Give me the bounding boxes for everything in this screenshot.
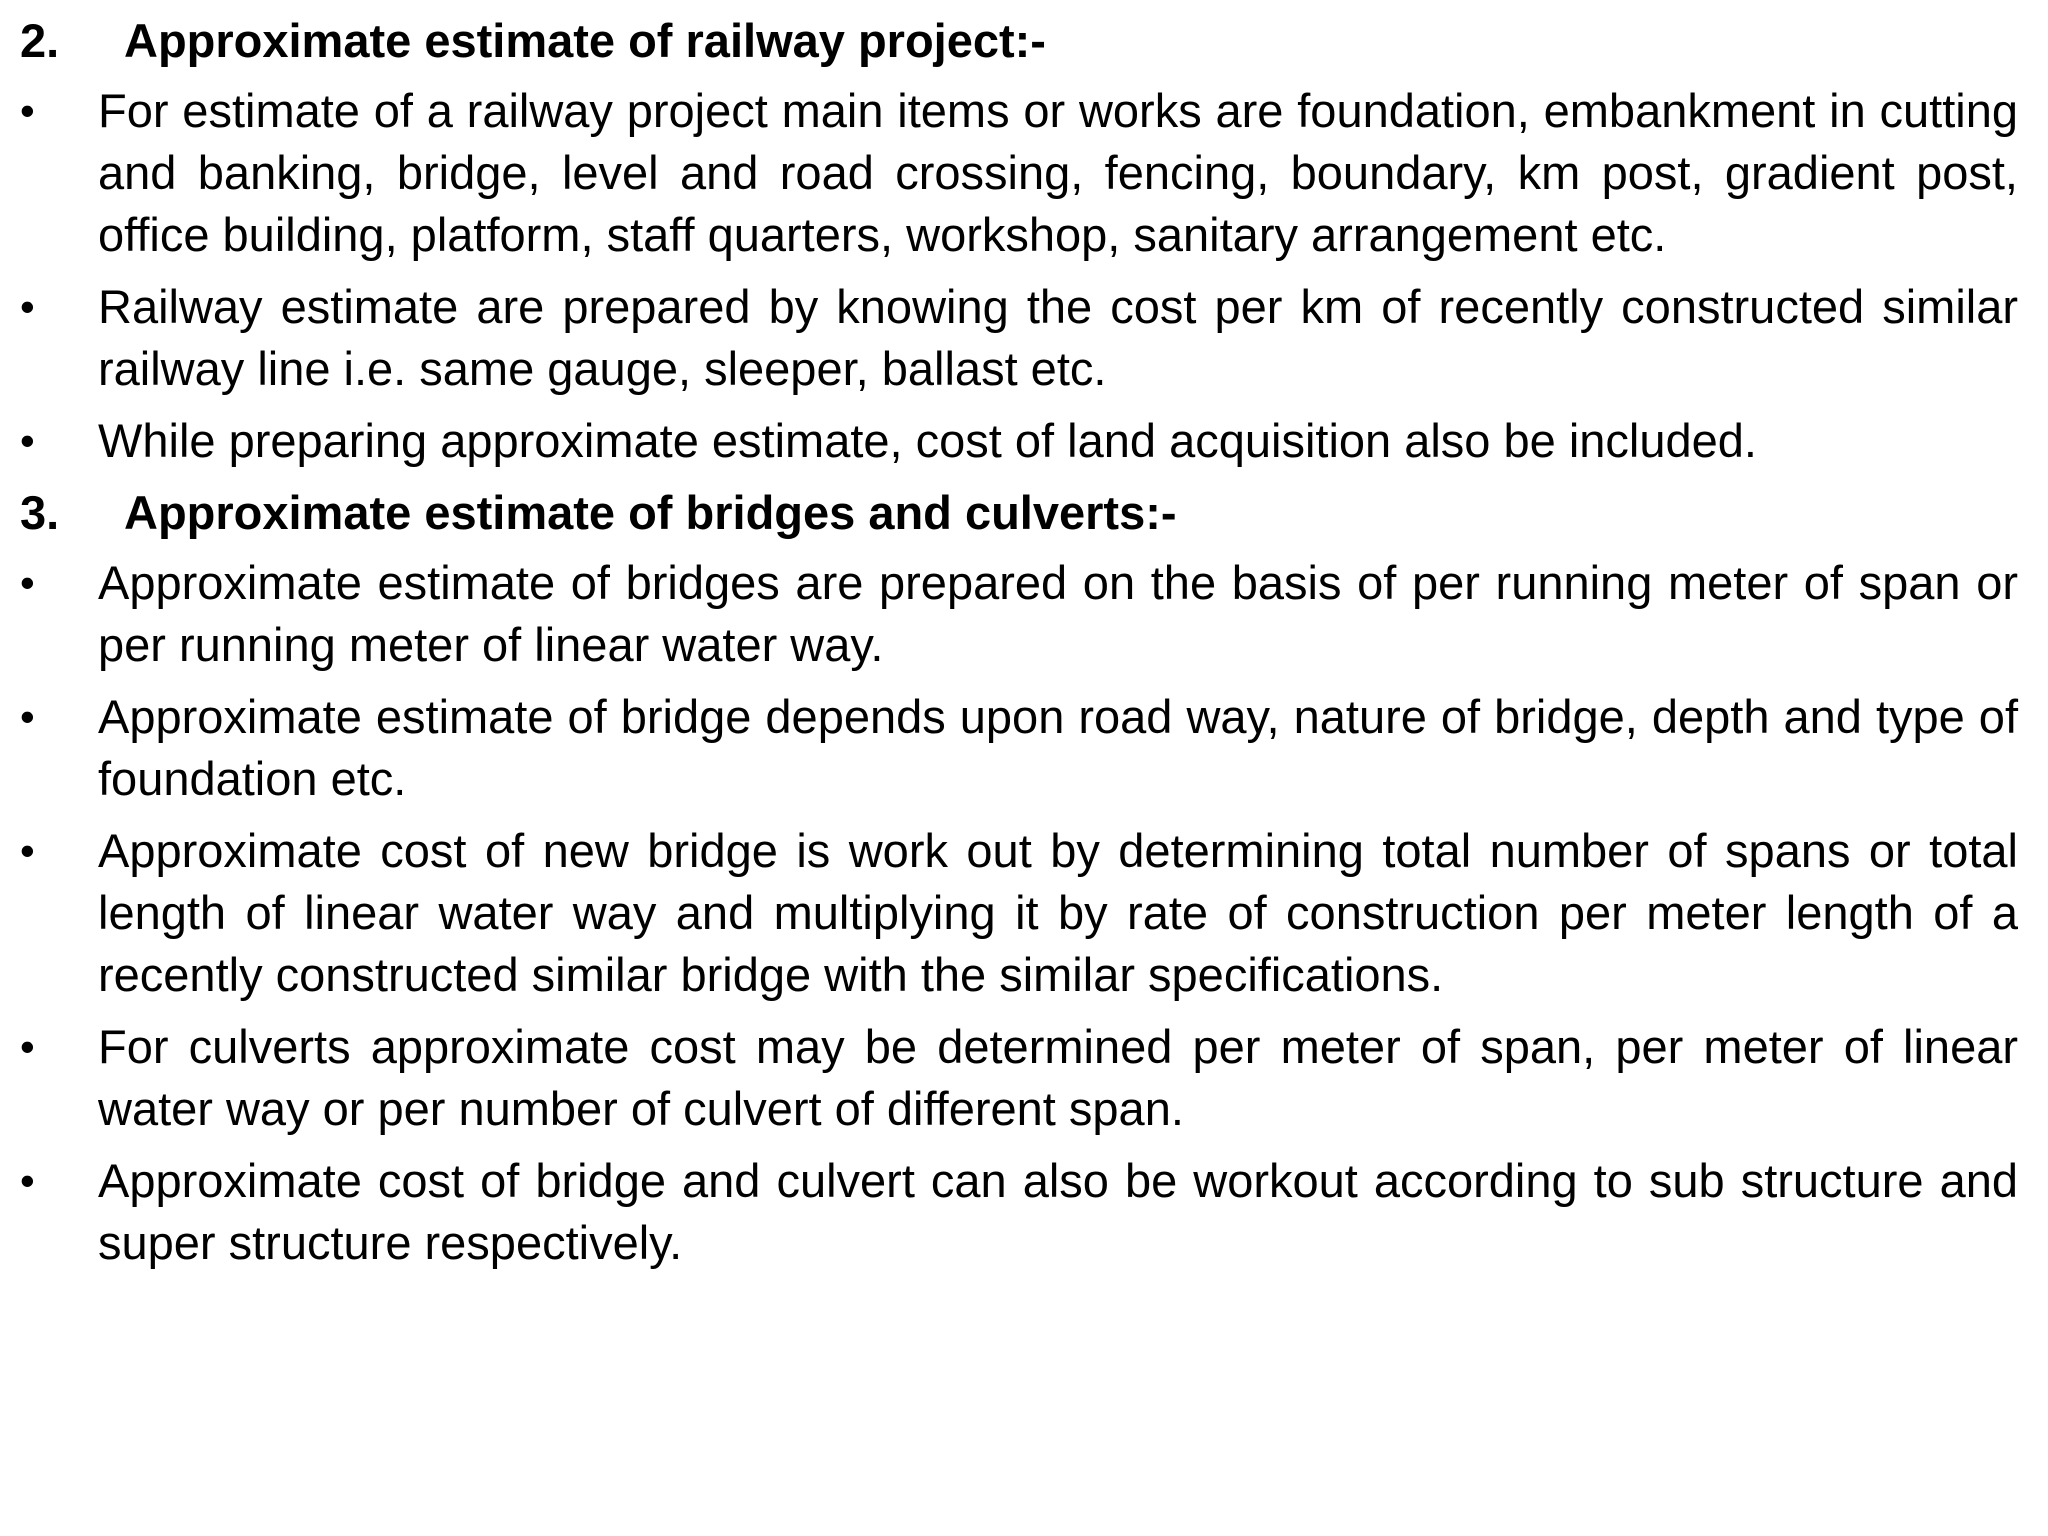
bullet-item bbox=[20, 80, 2028, 266]
bullet-text: Approximate cost of bridge and culvert can also be workout according to sub structure and super structure respectively. bbox=[98, 1154, 2018, 1269]
section-heading-bridges bbox=[20, 482, 2028, 544]
bullet-item bbox=[20, 276, 2028, 400]
bullet-icon: • bbox=[20, 559, 35, 606]
bullet-item bbox=[20, 1150, 2028, 1274]
bullet-icon: • bbox=[20, 417, 35, 464]
bullet-item bbox=[20, 1016, 2028, 1140]
bullet-item bbox=[20, 552, 2028, 676]
bullet-icon: • bbox=[20, 283, 35, 330]
bullet-text: Approximate cost of new bridge is work out by determining total number of spans or total length of linear water way and multiplying it by rate of construction per meter length of a recently constructed similar bridge with the similar specifications. bbox=[98, 824, 2018, 1001]
bullet-item bbox=[20, 820, 2028, 1006]
bullet-text: While preparing approximate estimate, cost of land acquisition also be included. bbox=[98, 414, 1757, 467]
section-number: 2. bbox=[20, 14, 60, 67]
bullet-icon: • bbox=[20, 87, 35, 134]
bullet-item bbox=[20, 686, 2028, 810]
bullet-text: Approximate estimate of bridge depends upon road way, nature of bridge, depth and type of foundation etc. bbox=[98, 690, 2018, 805]
bullet-icon: • bbox=[20, 827, 35, 874]
bullet-text: Railway estimate are prepared by knowing the cost per km of recently constructed similar railway line i.e. same gauge, sleeper, ballast etc. bbox=[98, 280, 2018, 395]
bullet-item bbox=[20, 410, 2028, 472]
bullet-icon: • bbox=[20, 1157, 35, 1204]
bullet-icon: • bbox=[20, 1023, 35, 1070]
bullet-text: Approximate estimate of bridges are prepared on the basis of per running meter of span or per running meter of linear water way. bbox=[98, 556, 2018, 671]
bullet-text: For culverts approximate cost may be determined per meter of span, per meter of linear water way or per number of culvert of different span. bbox=[98, 1020, 2018, 1135]
bullet-icon: • bbox=[20, 693, 35, 740]
bullet-text: For estimate of a railway project main items or works are foundation, embankment in cutting and banking, bridge, level and road crossing, fencing, boundary, km post, gradient post, office building, platform, staff quarters, workshop, sanitary arrangement etc. bbox=[98, 84, 2018, 261]
section-title: Approximate estimate of bridges and culverts:- bbox=[124, 486, 1177, 539]
section-heading-railway bbox=[20, 10, 2028, 72]
section-number: 3. bbox=[20, 486, 60, 539]
section-title: Approximate estimate of railway project:- bbox=[124, 14, 1046, 67]
